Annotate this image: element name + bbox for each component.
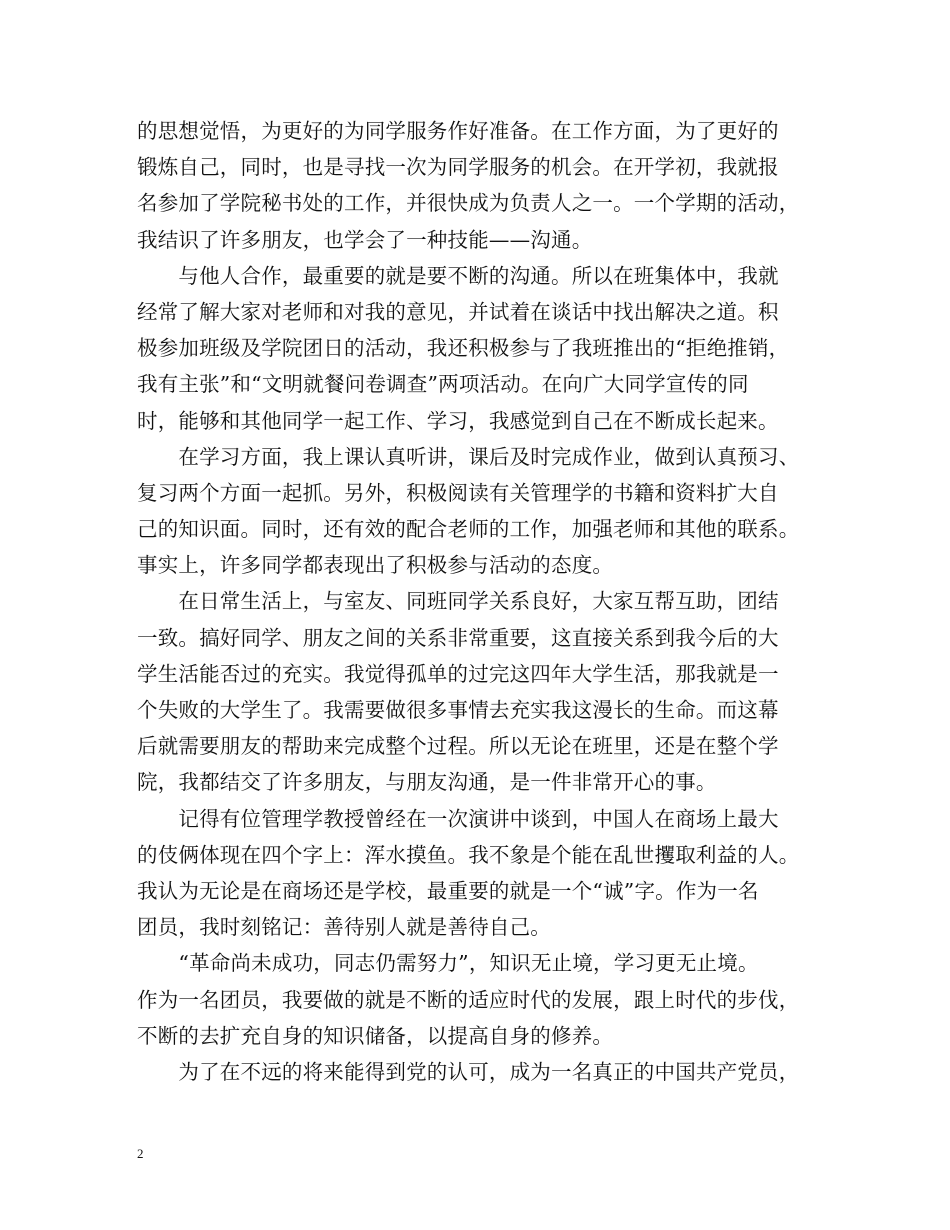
page-number: 2 [137,1146,144,1161]
text-line: 极参加班级及学院团日的活动，我还积极参与了我班推出的“拒绝推销， [137,336,790,361]
text-line: 一致。搞好同学、朋友之间的关系非常重要，这直接关系到我今后的大 [137,625,779,650]
text-line: 学生活能否过的充实。我觉得孤单的过完这四年大学生活，那我就是一 [137,661,779,686]
text-line: 己的知识面。同时，还有效的配合老师的工作，加强老师和其他的联系。 [137,517,800,542]
text-line: 在日常生活上，与室友、同班同学关系良好，大家互帮互助，团结 [137,589,779,614]
text-line: 时，能够和其他同学一起工作、学习，我感觉到自己在不断成长起来。 [137,408,779,433]
text-line: 的思想觉悟，为更好的为同学服务作好准备。在工作方面，为了更好的 [137,119,779,143]
text-line: 个失败的大学生了。我需要做很多事情去充实我这漫长的生命。而这幕 [137,698,779,722]
text-line: 复习两个方面一起抓。另外，积极阅读有关管理学的书籍和资料扩大自 [137,480,779,505]
text-line: 为了在不远的将来能得到党的认可，成为一名真正的中国共产党员， [137,1059,800,1084]
text-line: 作为一名团员，我要做的就是不断的适应时代的发展，跟上时代的步伐， [137,987,800,1012]
body-text [137,113,817,1090]
text-line: 的伎俩体现在四个字上：浑水摸鱼。我不象是个能在乱世攫取利益的人。 [137,842,800,867]
text-line: 不断的去扩充自身的知识储备，以提高自身的修养。 [137,1023,614,1048]
text-line: 与他人合作，最重要的就是要不断的沟通。所以在班集体中，我就 [137,263,779,288]
text-line: “革命尚未成功，同志仍需努力”，知识无止境，学习更无止境。 [137,951,759,976]
text-line: 我有主张”和“文明就餐问卷调查”两项活动。在向广大同学宣传的同 [137,372,749,397]
text-line: 名参加了学院秘书处的工作，并很快成为负责人之一。一个学期的活动， [137,191,800,216]
text-line: 我结识了许多朋友，也学会了一种技能——沟通。 [137,227,593,252]
text-line: 经常了解大家对老师和对我的意见，并试着在谈话中找出解决之道。积 [137,299,779,324]
text-line: 我认为无论是在商场还是学校，最重要的就是一个“诚”字。作为一名 [137,878,759,903]
text-line: 院，我都结交了许多朋友，与朋友沟通，是一件非常开心的事。 [137,770,717,795]
text-line: 后就需要朋友的帮助来完成整个过程。所以无论在班里，还是在整个学 [137,734,779,759]
text-line: 事实上，许多同学都表现出了积极参与活动的态度。 [137,553,614,578]
text-line: 记得有位管理学教授曾经在一次演讲中谈到，中国人在商场上最大 [137,806,779,831]
text-line: 团员，我时刻铭记：善待别人就是善待自己。 [137,915,551,940]
text-line: 锻炼自己，同时，也是寻找一次为同学服务的机会。在开学初，我就报 [137,155,779,180]
text-line: 在学习方面，我上课认真听讲，课后及时完成作业，做到认真预习、 [137,444,800,469]
